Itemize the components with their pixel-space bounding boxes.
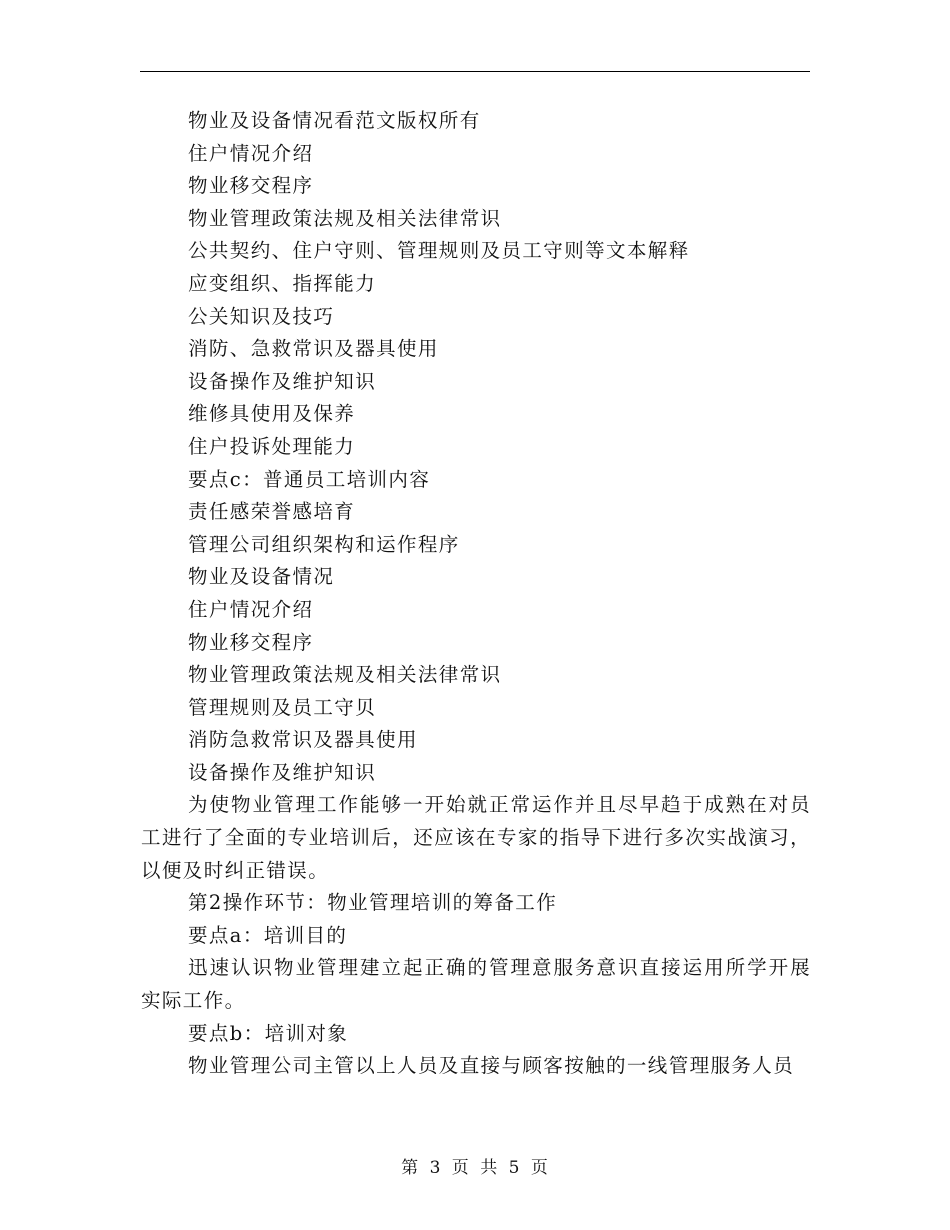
list-item: 住户情况介绍 xyxy=(188,597,314,621)
body-paragraph: 物业管理公司主管以上人员及直接与顾客按触的一线管理服务人员 xyxy=(188,1054,795,1078)
list-item: 消防、急救常识及器具使用 xyxy=(188,337,439,361)
list-item: 管理规则及员工守贝 xyxy=(188,695,377,719)
list-item: 住户情况介绍 xyxy=(188,141,314,165)
body-paragraph: 为使物业管理工作能够一开始就正常运作并且尽早趋于成熟在对员工进行了全面的专业培训后，还应该在专家的指导下进行多次实战演习，以便及时纠正错误。 xyxy=(141,793,811,882)
list-item: 应变组织、指挥能力 xyxy=(188,271,377,295)
list-item: 维修具使用及保养 xyxy=(188,402,356,426)
list-item: 设备操作及维护知识 xyxy=(188,760,377,784)
point-heading: 要点a：培训目的 xyxy=(188,923,348,947)
list-item: 责任感荣誉感培育 xyxy=(188,500,356,524)
list-item: 物业移交程序 xyxy=(188,174,314,198)
list-item: 物业管理政策法规及相关法律常识 xyxy=(188,206,502,230)
list-item: 管理公司组织架构和运作程序 xyxy=(188,532,460,556)
body-paragraph: 迅速认识物业管理建立起正确的管理意服务意识直接运用所学开展实际工作。 xyxy=(141,956,811,1013)
page-footer xyxy=(0,1153,950,1178)
list-item: 设备操作及维护知识 xyxy=(188,369,377,393)
list-item: 物业及设备情况 xyxy=(188,565,335,589)
point-heading: 要点c：普通员工培训内容 xyxy=(188,467,431,491)
list-item: 消防急救常识及器具使用 xyxy=(188,728,418,752)
list-item: 物业及设备情况看范文版权所有 xyxy=(188,109,481,132)
list-item: 住户投诉处理能力 xyxy=(188,434,356,458)
list-item: 公关知识及技巧 xyxy=(188,304,335,328)
header-rule xyxy=(140,71,810,72)
list-item: 物业移交程序 xyxy=(188,630,314,654)
page-content xyxy=(141,105,811,1083)
point-heading: 要点b：培训对象 xyxy=(188,1021,349,1045)
list-item: 物业管理政策法规及相关法律常识 xyxy=(188,663,502,687)
section-heading: 第2操作环节：物业管理培训的筹备工作 xyxy=(188,891,558,915)
page-number: 第 3 页 共 5 页 xyxy=(401,1158,549,1178)
list-item: 公共契约、住户守则、管理规则及员工守则等文本解释 xyxy=(188,239,690,263)
